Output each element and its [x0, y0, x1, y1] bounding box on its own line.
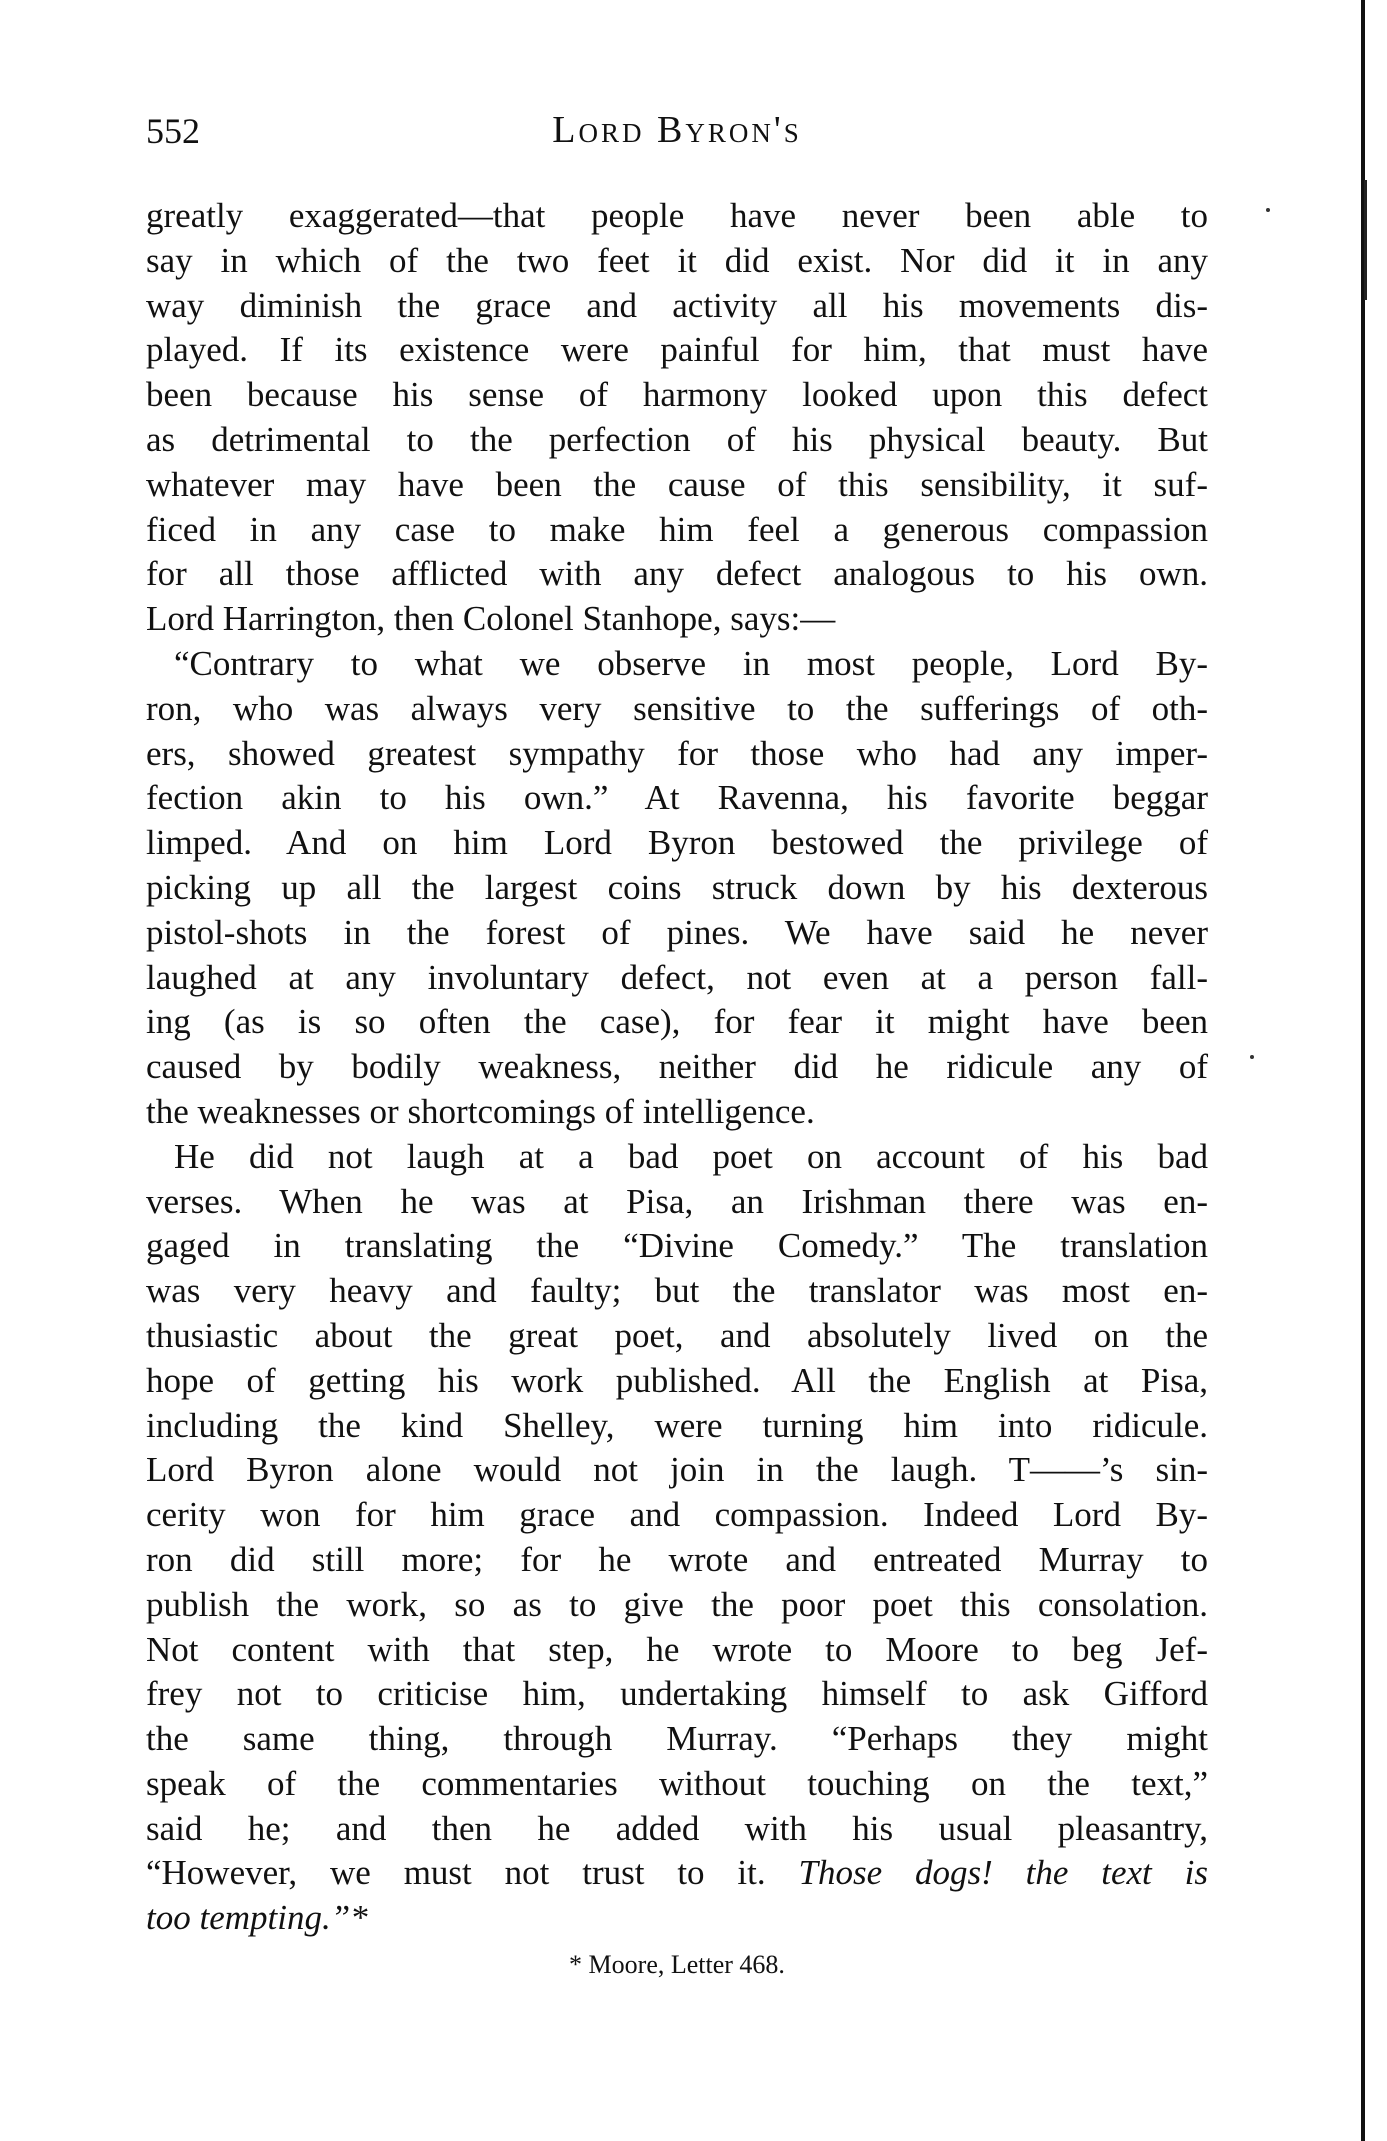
- line-italic-text: Those dogs! the text is: [798, 1853, 1208, 1893]
- page-edge-mark: [1364, 180, 1367, 300]
- line-text: hope of getting his work published. All the English at Pisa,: [146, 1360, 1208, 1400]
- text-line: [146, 956, 1208, 1001]
- text-line: [146, 418, 1208, 463]
- text-line: [146, 194, 1208, 239]
- line-text: verses. When he was at Pisa, an Irishman there was en-: [146, 1181, 1208, 1221]
- line-text: He did not laugh at a bad poet on account of his bad: [174, 1136, 1208, 1176]
- line-text: thusiastic about the great poet, and absolutely lived on the: [146, 1315, 1208, 1355]
- line-text: including the kind Shelley, were turning him into ridicule.: [146, 1405, 1208, 1445]
- text-line: [146, 1762, 1208, 1807]
- text-line: [146, 1628, 1208, 1673]
- line-text: ron, who was always very sensitive to the sufferings of oth-: [146, 688, 1208, 728]
- line-text: whatever may have been the cause of this sensibility, it suf-: [146, 464, 1208, 504]
- line-text: played. If its existence were painful for him, that must have: [146, 330, 1208, 370]
- text-line: [146, 642, 1208, 687]
- line-text: laughed at any involuntary defect, not even at a person fall-: [146, 957, 1208, 997]
- line-text: as detrimental to the perfection of his physical beauty. But: [146, 419, 1208, 459]
- line-text: ing (as is so often the case), for fear it might have been: [146, 1002, 1208, 1042]
- text-line: [146, 1090, 1208, 1135]
- line-text: fection akin to his own.” At Ravenna, his favorite beggar: [146, 778, 1208, 818]
- line-text: limped. And on him Lord Byron bestowed the privilege of: [146, 823, 1208, 863]
- text-line: [146, 1448, 1208, 1493]
- text-line: [146, 732, 1208, 777]
- line-text: Lord Harrington, then Colonel Stanhope, says:—: [146, 599, 836, 639]
- body-text: [146, 194, 1208, 1941]
- text-line: [146, 1807, 1208, 1852]
- text-line: [146, 1269, 1208, 1314]
- line-text: speak of the commentaries without touching on the text,”: [146, 1763, 1208, 1803]
- line-text: “However, we must not trust to it.: [146, 1853, 799, 1893]
- line-text: picking up all the largest coins struck down by his dexterous: [146, 867, 1208, 907]
- running-title: Lord Byron's: [552, 109, 802, 151]
- text-line: [146, 776, 1208, 821]
- text-line: [146, 866, 1208, 911]
- text-line: [146, 597, 1208, 642]
- text-line: [146, 821, 1208, 866]
- line-text: ficed in any case to make him feel a generous compassion: [146, 509, 1208, 549]
- text-line: [146, 1896, 1208, 1941]
- text-line: [146, 1224, 1208, 1269]
- line-text: the weaknesses or shortcomings of intelligence.: [146, 1091, 815, 1131]
- line-text: caused by bodily weakness, neither did he ridicule any of: [146, 1047, 1208, 1087]
- text-line: [146, 1404, 1208, 1449]
- text-line: [146, 373, 1208, 418]
- page-number: 552: [146, 111, 200, 151]
- line-text: said he; and then he added with his usual pleasantry,: [146, 1808, 1208, 1848]
- line-text: Lord Byron alone would not join in the laugh. T——’s sin-: [146, 1450, 1208, 1490]
- text-line: [146, 284, 1208, 329]
- line-text: Not content with that step, he wrote to Moore to beg Jef-: [146, 1629, 1208, 1669]
- text-line: [146, 463, 1208, 508]
- line-italic-text: too tempting.”*: [146, 1898, 368, 1938]
- text-line: [146, 1583, 1208, 1628]
- text-line: [146, 1538, 1208, 1583]
- text-line: [146, 328, 1208, 373]
- line-text: greatly exaggerated—that people have never been able to: [146, 196, 1208, 235]
- page-edge-shadow: [1361, 0, 1365, 2141]
- line-text: publish the work, so as to give the poor poet this consolation.: [146, 1584, 1208, 1624]
- line-text: cerity won for him grace and compassion. Indeed Lord By-: [146, 1495, 1208, 1535]
- text-line: [146, 508, 1208, 553]
- text-line: [146, 1180, 1208, 1225]
- text-line: [146, 687, 1208, 732]
- text-line: [146, 1717, 1208, 1762]
- line-text: gaged in translating the “Divine Comedy.” The translation: [146, 1226, 1208, 1266]
- text-line: [146, 911, 1208, 956]
- line-text: way diminish the grace and activity all his movements dis-: [146, 285, 1208, 325]
- scan-speck: [1266, 208, 1270, 212]
- scan-speck: [1250, 1055, 1254, 1059]
- text-line: [146, 552, 1208, 597]
- line-text: for all those afflicted with any defect analogous to his own.: [146, 554, 1208, 594]
- text-line: [146, 1135, 1208, 1180]
- text-line: [146, 1851, 1208, 1896]
- line-text: “Contrary to what we observe in most people, Lord By-: [174, 643, 1208, 683]
- text-line: [146, 1045, 1208, 1090]
- line-text: say in which of the two feet it did exist. Nor did it in any: [146, 240, 1208, 280]
- line-text: frey not to criticise him, undertaking himself to ask Gifford: [146, 1674, 1208, 1714]
- text-line: [146, 1672, 1208, 1717]
- text-line: [146, 239, 1208, 284]
- text-line: [146, 1314, 1208, 1359]
- line-text: been because his sense of harmony looked upon this defect: [146, 375, 1208, 415]
- line-text: the same thing, through Murray. “Perhaps they might: [146, 1719, 1208, 1759]
- line-text: pistol-shots in the forest of pines. We have said he never: [146, 912, 1208, 952]
- footnote: * Moore, Letter 468.: [569, 1950, 785, 1979]
- line-text: ron did still more; for he wrote and entreated Murray to: [146, 1539, 1208, 1579]
- text-line: [146, 1000, 1208, 1045]
- line-text: ers, showed greatest sympathy for those who had any imper-: [146, 733, 1208, 773]
- text-line: [146, 1359, 1208, 1404]
- text-line: [146, 1493, 1208, 1538]
- line-text: was very heavy and faulty; but the translator was most en-: [146, 1271, 1208, 1311]
